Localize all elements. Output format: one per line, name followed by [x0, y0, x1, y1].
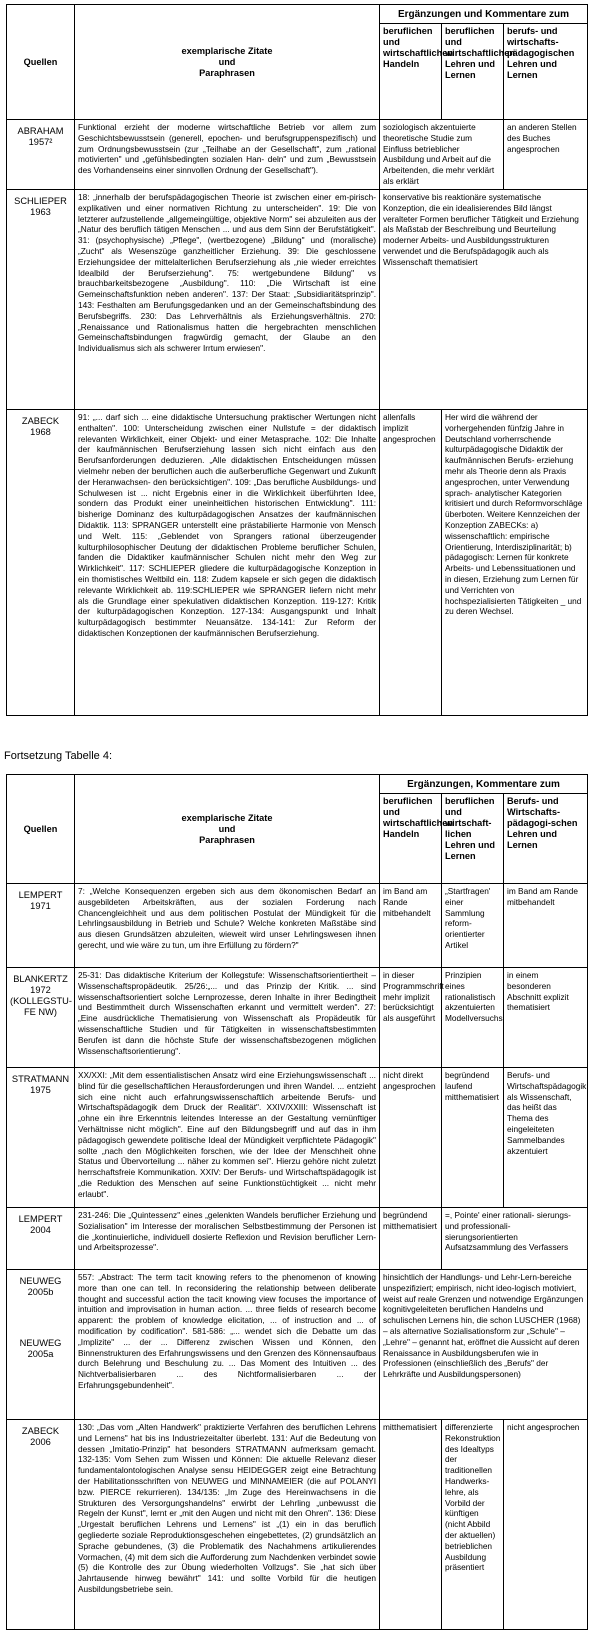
source-cell: NEUWEG 2005b NEUWEG 2005a: [7, 1270, 75, 1420]
header-ergaenzungen: Ergänzungen, Kommentare zum: [380, 775, 588, 794]
comment-cell: begründend mitthematisiert: [380, 1208, 442, 1270]
quote-cell: 130: „Das vom „Alten Handwerk" praktizierte Verfahren des beruflichen Lehrens und Lernens" hat bis ins Industriezeitalter überlebt. 131: Auf die Bedeutung von dessen „Imitatio-Prinzip" hat besonders STRATMANN aufmerksam gemacht. 132-135: Vom Sehen zum Wissen und Können: Die aktuelle Relevanz dieser fundamentalontologischen Analyse sensu HEIDEGGER zeigt eine Betrachtung der Habilitationsschriften von NEUWEG und MINNAMEIER (die auf POLANYI bzw. PIERCE rekurrieren). 134/135: „Im Zuge des Hereinwachsens in die Strukturen des Versorgungshandelns" erwirbt der Lehrling „unbewusst die Regeln der Kunst", lernt er „mit den Augen und nicht mit den Ohren". 136: Diese „Urgestalt beruflichen Lehrens und Lernens" ist „(1) ein in das beruflich gegliederte soziale Reproduktionsgeschehen eingebettetes, (2) grundsätzlich an Sprache gebundenes, (3) die Problematik des Nachahmens artikulierendes Vormachen, (4) mit dem sich die Aufforderung zum Nachdenken verbindet sowie (5) die Kontrolle des zur Übung wiederholten Vollzugs". Sie „hat sich über Jahrtausende hinweg bewährt" 141: und sollte Vorbild für die heutigen Ausbildungsbetriebe sein.: [75, 1420, 380, 1630]
quote-cell: XX/XXI: „Mit dem essentialistischen Ansatz wird eine Erziehungswissenschaft ... blind für die gesellschaftlichen Herausforderungen und ihren Wandel. ... entzieht sich eine nicht auch erfahrungswissenschaftlich arbeitende Berufs- und Wirtschaftspädagogik dem Druck der Realität". XXIV/XXIII: Wissenschaft ist „ohne ein ihre Erkenntnis leitendes Interesse an der Gestaltung vernünftiger Verhältnisse nicht möglich". Eine auf den Bildungsbegriff und auf das in ihm pädagogisch gewendete politische Ideal der Mündigkeit verpflichtete Pädagogik" sollte „nach den Möglichkeiten forschen, wie der Idee der Menschheit ohne Status und Übervorteilung ... näher zu kommen sei". Hierzu gehöre nicht zuletzt herrschaftsfreie Kommunikation. XXIV: Der Berufs- und Wirtschaftspädagogik ist „die Reduktion des Menschen auf seine Funktionstüchtigkeit ... nicht mehr erlaubt".: [75, 1068, 380, 1208]
table-row: [7, 968, 588, 1068]
source-cell: ABRAHAM 1957²: [7, 120, 75, 190]
header-quellen: Quellen: [7, 5, 75, 120]
quote-cell: 231-246: Die „Quintessenz" eines „gelenkten Wandels beruflicher Erziehung und Sozialisation" im Interesse der moralischen Selbstbestimmung der Personen ist die „kontinuierliche, individuell dosierte Reflexion und Revision beruflicher Lern- und Arbeitsprozesse".: [75, 1208, 380, 1270]
comment-cell: soziologisch akzentuierte theoretische Studie zum Einfluss betrieblicher Ausbildung und Arbeit auf die Arbeitenden, die mehr verklärt als erklärt: [380, 120, 504, 190]
comment-cell: mitthematisiert: [380, 1420, 442, 1630]
header-col-paedagogisch: berufs- und wirtschafts-pädagogischen Lehren und Lernen: [504, 24, 588, 120]
header-zitate: exemplarische Zitate und Paraphrasen: [75, 5, 380, 120]
header-col-lehren: beruflichen und wirtschaftlichen Lehren und Lernen: [442, 24, 504, 120]
comment-cell: an anderen Stellen des Buches angesprochen: [504, 120, 588, 190]
comment-cell: nicht direkt angesprochen: [380, 1068, 442, 1208]
quote-cell: 557: „Abstract: The term tacit knowing refers to the phenomenon of knowing more than one can tell. In reconsidering the relationship between deliberate thought and successful action the tacit knowing view focuses the importance of intuition and improvisation in human action. ... three fields of research become apparent: the problem of knowledge elicitation, ... of instruction and ... of modification by codification". 581-586: „... wendet sich die Debatte um das „Implizite" ... der ... Differenz zwischen Wissen und Können, den Binnenstrukturen des Erfahrungswissens und den Grenzen des Könnensaufbaus durch Belehrung und Beschulung zu. ... Das Moment des Intuitiven ... des Nichtverbalisierbaren ... des Nichtformalisierbaren ... der Erfahrungsgebundenheit".: [75, 1270, 380, 1420]
table-row: [7, 120, 588, 190]
comment-cell: Her wird die während der vorhergehenden fünfzig Jahre in Deutschland vorherrschende kulturpädagogische Didaktik der kaufmännischen Berufs- erziehung mehr als Theorie denn als Praxis angesprochen, unter Verwendung sprach- analytischer Kategorien kritisiert und durch Reformvorschläge überboten. Weitere Kennzeichen der Konzeption ZABECKs: a) wissenschaftlich: empirische Orientierung, Interdisziplinarität; b) pädagogisch: Lernen für konkrete Arbeits- und Lebenssituationen und in diesen, Erziehung zum Lernen für und Verrichten von hochspezialisierten Tätigkeiten _ und zu deren Wechsel.: [442, 410, 588, 716]
header-quellen: Quellen: [7, 775, 75, 884]
comment-cell: im Band am Rande mitbehandelt: [380, 884, 442, 968]
table-row: [7, 884, 588, 968]
header-col-handeln: beruflichen und wirtschaftlichen Handeln: [380, 24, 442, 120]
source-cell: BLANKERTZ 1972 (KOLLEGSTU- FE NW): [7, 968, 75, 1068]
comment-cell: nicht angesprochen: [504, 1420, 588, 1630]
comment-cell: differenzierte Rekonstruktion des Idealtyps der traditionellen Handwerks-lehre, als Vorbild der künftigen (nicht Abbild der aktuellen) betrieblichen Ausbildung präsentiert: [442, 1420, 504, 1630]
comment-cell: allenfalls implizit angesprochen: [380, 410, 442, 716]
comment-cell: begründend laufend mitthematisiert: [442, 1068, 504, 1208]
table-2: [6, 774, 588, 1630]
table-row: [7, 1068, 588, 1208]
quote-cell: 7: „Welche Konsequenzen ergeben sich aus dem ökonomischen Bedarf an ausgebildeten Arbeitskräften, aus der sozialen Forderung nach Chancengleichheit und aus dem politischen Postulat der Mündigkeit für die Lehrlingsausbildung in Betrieb und Schule? Welche konkreten Maßstäbe sind aus diesen Grundsätzen abzuleiten, wieweit wird unser Lehrlingswesen ihnen gerecht, und wie wäre zu tun, um ihre Erfüllung zu fördern?": [75, 884, 380, 968]
quote-cell: Funktional erzieht der moderne wirtschaftliche Betrieb vor allem zum Geschichtsbewusstsein (generell, epochen- und berufsgruppenspezifisch) und zum Ordnungsbewusstsein (zur „Teilhabe an der Gesellschaft", zum „rational motivierten" und „gefühlsbedingten sozialen Han- deln" und zum „Bewusstsein des Vorhandenseins einer sinnvollen Ordnung der Gesellschaft").: [75, 120, 380, 190]
header-zitate: exemplarische Zitate und Paraphrasen: [75, 775, 380, 884]
source-cell: STRATMANN 1975: [7, 1068, 75, 1208]
source-cell: ZABECK 2006: [7, 1420, 75, 1630]
quote-cell: 18: „innerhalb der berufspädagogischen Theorie ist zwischen einer em-pirisch-explikativen und einer normativen Richtung zu unterscheiden". 19: Die von letzterer aufzustellende „allgemeingültige, objektive Norm" sei abzuleiten aus der „Natur des beruflich tätigen Menschen ... und aus dem Sinn der Berufstätigkeit". 31: (psychophysische) „Pflege", (wertbezogene) „Bildung" und (moralische) „Zucht" als Wesenszüge ganzheitlicher Erziehung. 39: Die geschlossene Erziehungsidee der mittelalterlichen Berufserziehung als „nie wieder erreichtes Idealbild der Berufserziehung". 75: wertgebundene Bildung" vs brauchbarkeitsbezogene „Ausbildung". 110: „Die Wirtschaft ist eine Gemeinschaftsfunktion neben anderen". 137: Der Staat: „Subsidiaritätsprinzip". 143: Festhalten am Berufungsgedanken und an der Gemeinschaftsbindung des Berufsbegriffs. 230: Das Lehrverhältnis als Erziehungsverhältnis. 270: „Renaissance und Rationalismus hatten die hergebrachten menschlichen Gemeinschaftsbindungen fragwürdig gemacht, der Glaube an den Individualismus sich als schwerer Irrtum erwiesen".: [75, 190, 380, 410]
table-row: [7, 190, 588, 410]
comment-cell: im Band am Rande mitbehandelt: [504, 884, 588, 968]
source-cell: LEMPERT 1971: [7, 884, 75, 968]
comment-cell: in dieser Programmschrift mehr implizit berücksichtigt als ausgeführt: [380, 968, 442, 1068]
comment-cell: in einem besonderen Abschnitt explizit thematisiert: [504, 968, 588, 1068]
comment-cell: Berufs- und Wirtschaftspädagogik als Wissenschaft, das heißt das Thema des eingeleiteten Sammelbandes akzentuiert: [504, 1068, 588, 1208]
table-row: [7, 1270, 588, 1420]
quote-cell: 91: „... darf sich ... eine didaktische Untersuchung praktischer Wertungen nicht enthalten". 100: Unterscheidung zwischen einer Nullstufe = der didaktisch relevanten Wirklichkeit, einer Objekt- und einer Metasprache. 102: Die Inhalte der kaufmännischen Berufserziehung lassen sich nicht einfach aus den Berufsanforderungen deduzieren. „Alle didaktischen Entscheidungen müssen vielmehr neben der beruflichen auch die außerberufliche Gegenwart und Zukunft der Heranwachsen- den berücksichtigen". 109: „Das berufliche Ausbildungs- und Schulwesen ist ... nicht Ergebnis einer in die Wirklichkeit überführten Idee, sondern das Produkt einer uneinheitlichen historischen Entwicklung". 111: bisherige Dominanz des kulturpädagogischen Ansatzes der kaufmännischen Didaktik. 113: SPRANGER unterstellt eine prästabilierte Harmonie von Mensch und Welt. 115: „Geblendet von Sprangers rational überzeugender kulturphilosophischer Deutung der didaktischen Probleme beruflicher Schulen, fanden die Didaktiker kaufmännischer Schulen nicht mehr den Weg zur Wirklichkeit". 117: SCHLIEPER gliedere die kulturpädagogische Konzeption in ein thomistisches Weltbild ein. 118: Zudem kapsele er sich gegen die didaktisch relevante Wirklichkeit ab. 119:SCHLIEPER wie SPRANGER liefern nicht mehr als die Grundlage einer spekulativen didaktischen Konzeption. 119-127: Kritik der kulturpädagogischen Konzeption. 127-134: Ausgangspunkt und Inhalt kulturpädagogisch bestimmter Neuansätze. 134-141: Zur Reform der didaktischen Konzeptionen der kaufmännischen Berufserziehung.: [75, 410, 380, 716]
table-row: [7, 1420, 588, 1630]
header-col-handeln: beruflichen und wirtschaftlichen Handeln: [380, 794, 442, 884]
source-cell: ZABECK 1968: [7, 410, 75, 716]
table-1: [6, 4, 588, 716]
table-row: [7, 1208, 588, 1270]
source-cell: SCHLIEPER 1963: [7, 190, 75, 410]
quote-cell: 25-31: Das didaktische Kriterium der Kollegstufe: Wissenschaftsorientiertheit – Wissenschaftspropädeutik. 25/26:„... und das Prinzip der Kritik. ... sind wissenschaftsorientiert solche Lernprozesse, deren Inhalte in ihrer Bedingtheit und Bestimmtheit durch Wissenschaften erkannt und vermittelt werden". 27: „Eine ausdrückliche Thematisierung von Wissenschaft als Propädeutik für wissenschaftliche Studien und für Tätigkeiten in wissenschaftsbestimmten Berufen ist dann die höchste Stufe der wissenschaftsbezogenen möglichen Wissenschaftsorientierung".: [75, 968, 380, 1068]
table-caption: Fortsetzung Tabelle 4:: [4, 750, 113, 762]
comment-cell: Prinzipien eines rationalistisch akzentuierten Modellversuchs: [442, 968, 504, 1068]
comment-cell: hinsichtlich der Handlungs- und Lehr-Lern-bereiche unspezifiziert; empirisch, nicht ideo-logisch motiviert, weist auf reale Grenzen und notwendige Ergänzungen kognitivgeleiteten beruflichen Handelns und schulischen Lernens hin, die schon LUSCHER (1968) – als alternative Sozialisationsform zur „Schule" – „Lehre" – genannt hat, eröffnet die Aussicht auf deren Renaissance in Ausbildungsberufen wie in Professionen (einschließlich des „Berufs" der Lehrkräfte und Ausbildungspersonen): [380, 1270, 588, 1420]
header-col-lehren: beruflichen und wirtschaft-lichen Lehren und Lernen: [442, 794, 504, 884]
table-row: [7, 410, 588, 716]
comment-cell: konservative bis reaktionäre systematische Konzeption, die ein idealisierendes Bild längst veralteter Formen beruflicher Tätigkeit und Erziehung als Maßstab der Beschreibung und Beurteilung moderner Arbeits- und Ausbildungsstrukturen verwendet und die Berufspädagogik auch als Wissenschaft thematisiert: [380, 190, 588, 410]
source-cell: LEMPERT 2004: [7, 1208, 75, 1270]
comment-cell: =, Pointe' einer rationali- sierungs- und professionali- sierungsorientierten Aufsatzsammlung des Verfassers: [442, 1208, 588, 1270]
header-col-paedagogisch: Berufs- und Wirtschafts-pädagogi-schen Lehren und Lernen: [504, 794, 588, 884]
comment-cell: „Startfragen' einer Sammlung reform-orientierter Artikel: [442, 884, 504, 968]
header-ergaenzungen: Ergänzungen und Kommentare zum: [380, 5, 588, 24]
